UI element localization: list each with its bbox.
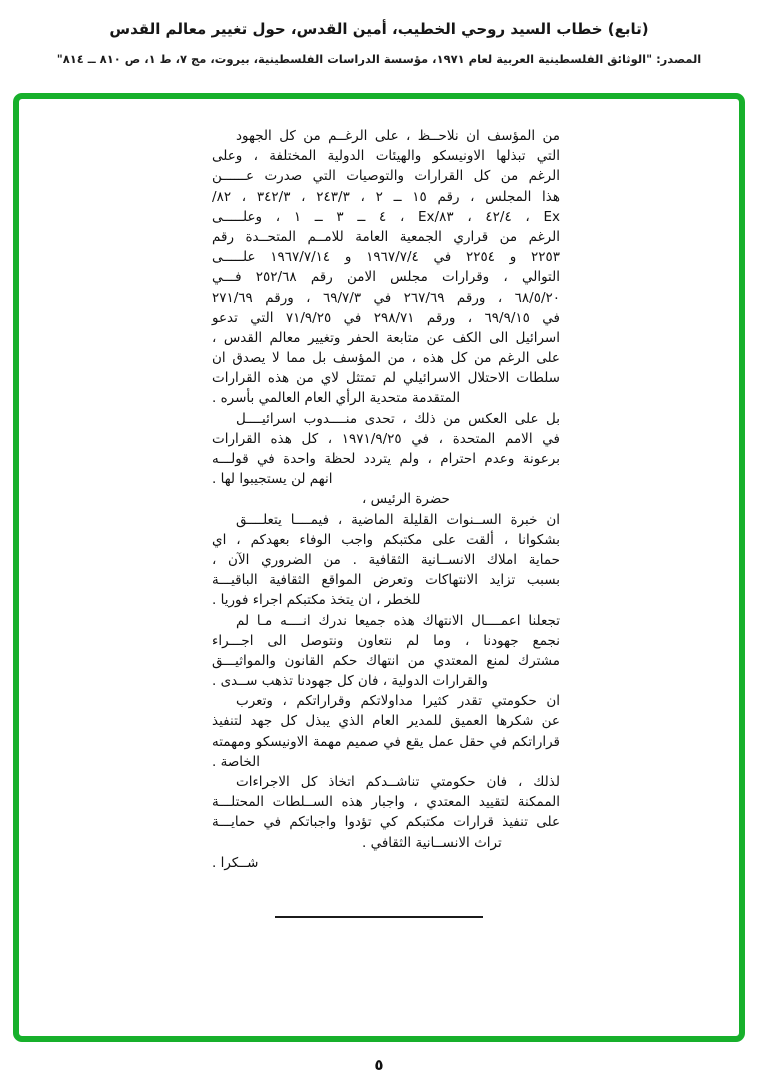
text-line: الخاصة . <box>212 753 260 770</box>
paragraph <box>212 126 560 409</box>
text-line: تراث الانســانية الثقافي . <box>362 834 502 851</box>
paragraph <box>212 691 560 772</box>
text-line: Ex ، ٤٢/٤ ، ٨٣/Ex ، ٤ ــ ٣ ــ ١ ، وعلـــــى <box>212 208 560 225</box>
text-line: الرغم من قراري الجمعية العامة للامــم المتحــدة رقم <box>212 228 560 245</box>
text-line: ان حكومتي تقدر كثيرا مداولاتكم وقراراتكم ، وتعرب <box>236 693 560 710</box>
text-line: الرغم من كل القرارات والتوصيات التي صدرت عــــــن <box>212 168 560 185</box>
paragraph <box>212 853 560 873</box>
body-text <box>212 126 560 873</box>
text-line: بسبب تزايد الانتهاكات وتعرض المواقع الثقافية الباقيـــة <box>212 572 560 589</box>
text-line: التوالي ، وقرارات مجلس الامن رقم ٢٥٢/٦٨ فـــي <box>212 269 560 286</box>
paragraph <box>212 611 560 692</box>
text-line: المتقدمة متحدية الرأي العام العالمي بأسره . <box>212 390 461 407</box>
header-source: المصدر: "الوثائق الفلسطينية العربية لعام ١٩٧١، مؤسسة الدراسات الفلسطينية، بيروت، مج ٧، ط ١، ص ٨١٠ ــ ٨١٤" <box>56 52 702 66</box>
text-line: شــكرا . <box>212 854 259 871</box>
text-line: بشكوانا ، ألقت على مكتبكم واجب الوفاء بعهدكم ، اي <box>212 531 560 548</box>
text-line: حضرة الرئيس ، <box>362 491 450 508</box>
text-line: قراراتكم في حقل عمل يقع في صميم مهمة الاونيسكو ومهمته <box>212 733 560 750</box>
text-line: على تنفيذ قرارات مكتبكم كي تؤدوا واجباتكم في حمايـــة <box>212 814 560 831</box>
text-line: ٦٨/٥/٢٠ ، ورقم ٢٦٧/٦٩ في ٦٩/٧/٣ ، ورقم ٢٧١/٦٩ <box>212 289 560 306</box>
text-line: حماية املاك الانســانية الثقافية . من الضروري الآن ، <box>212 551 560 568</box>
text-line: سلطات الاحتلال الاسرائيلي لم تمتثل لاي من هذه القرارات <box>212 370 560 387</box>
text-line: والقرارات الدولية ، فان كل جهودنا تذهب ســدى . <box>212 673 488 690</box>
text-line: ان خبرة الســنوات القليلة الماضية ، فيمــــا يتعلــــق <box>236 511 560 528</box>
paragraph <box>212 489 560 509</box>
text-line: للخطر ، ان يتخذ مكتبكم اجراء فوريا . <box>212 592 421 609</box>
text-line: برعونة وعدم احترام ، ولم يتردد لحظة واحدة في قولـــه <box>212 451 560 467</box>
text-line: على الرغم من كل هذه ، من المؤسف بل مما لا يصدق ان <box>212 350 560 367</box>
divider-rule <box>275 916 483 918</box>
text-line: تجعلنا اعمــــال الانتهاك هذه جميعا ندرك انــــه مـا لم <box>236 612 560 629</box>
text-line: مشترك لمنع المعتدي من انتهاك حكم القانون والمواثيـــق <box>212 652 560 669</box>
text-line: في الامم المتحدة ، في ١٩٧١/٩/٢٥ ، كل هذه القرارات <box>212 430 560 447</box>
text-line: انهم لن يستجيبوا لها . <box>212 471 333 488</box>
paragraph <box>212 772 560 853</box>
page-number: ٥ <box>374 1056 384 1074</box>
text-line: الممكنة لتقييد المعتدي ، واجبار هذه الســلطات المحتلـــة <box>212 794 560 811</box>
text-line: التي تبذلها الاونيسكو والهيئات الدولية المختلفة ، وعلى <box>212 148 560 165</box>
text-line: بل على العكس من ذلك ، تحدى منــــدوب اسرائيــــل <box>236 410 560 427</box>
paragraph <box>212 510 560 611</box>
text-line: لذلك ، فان حكومتي تناشــدكم اتخاذ كل الاجراءات <box>236 774 560 790</box>
text-line: هذا المجلس ، رقم ١٥ ــ ٢ ، ٢٤٣/٣ ، ٣٤٢/٣ ، ٨٢/ <box>212 188 560 205</box>
text-line: في ٦٩/٩/١٥ ، ورقم ٢٩٨/٧١ في ٧١/٩/٢٥ التي تدعو <box>212 309 561 326</box>
text-line: ٢٢٥٣ و ٢٢٥٤ في ١٩٦٧/٧/٤ و ١٩٦٧/٧/١٤ علـــــى <box>212 249 560 266</box>
text-line: عن شكرها العميق للمدير العام الذي يبذل كل جهد لتنفيذ <box>212 713 560 730</box>
paragraph <box>212 409 560 490</box>
text-line: من المؤسف ان نلاحــظ ، على الرغــم من كل الجهود <box>236 128 560 144</box>
text-line: نجمع جهودنا ، وما لم نتعاون ونتوصل الى اجـــراء <box>212 632 560 649</box>
text-line: اسرائيل الى الكف عن متابعة الحفر وتغيير معالم القدس ، <box>212 329 560 346</box>
header-title: (تابع) خطاب السيد روحي الخطيب، أمين القدس، حول تغيير معالم القدس <box>109 20 649 38</box>
